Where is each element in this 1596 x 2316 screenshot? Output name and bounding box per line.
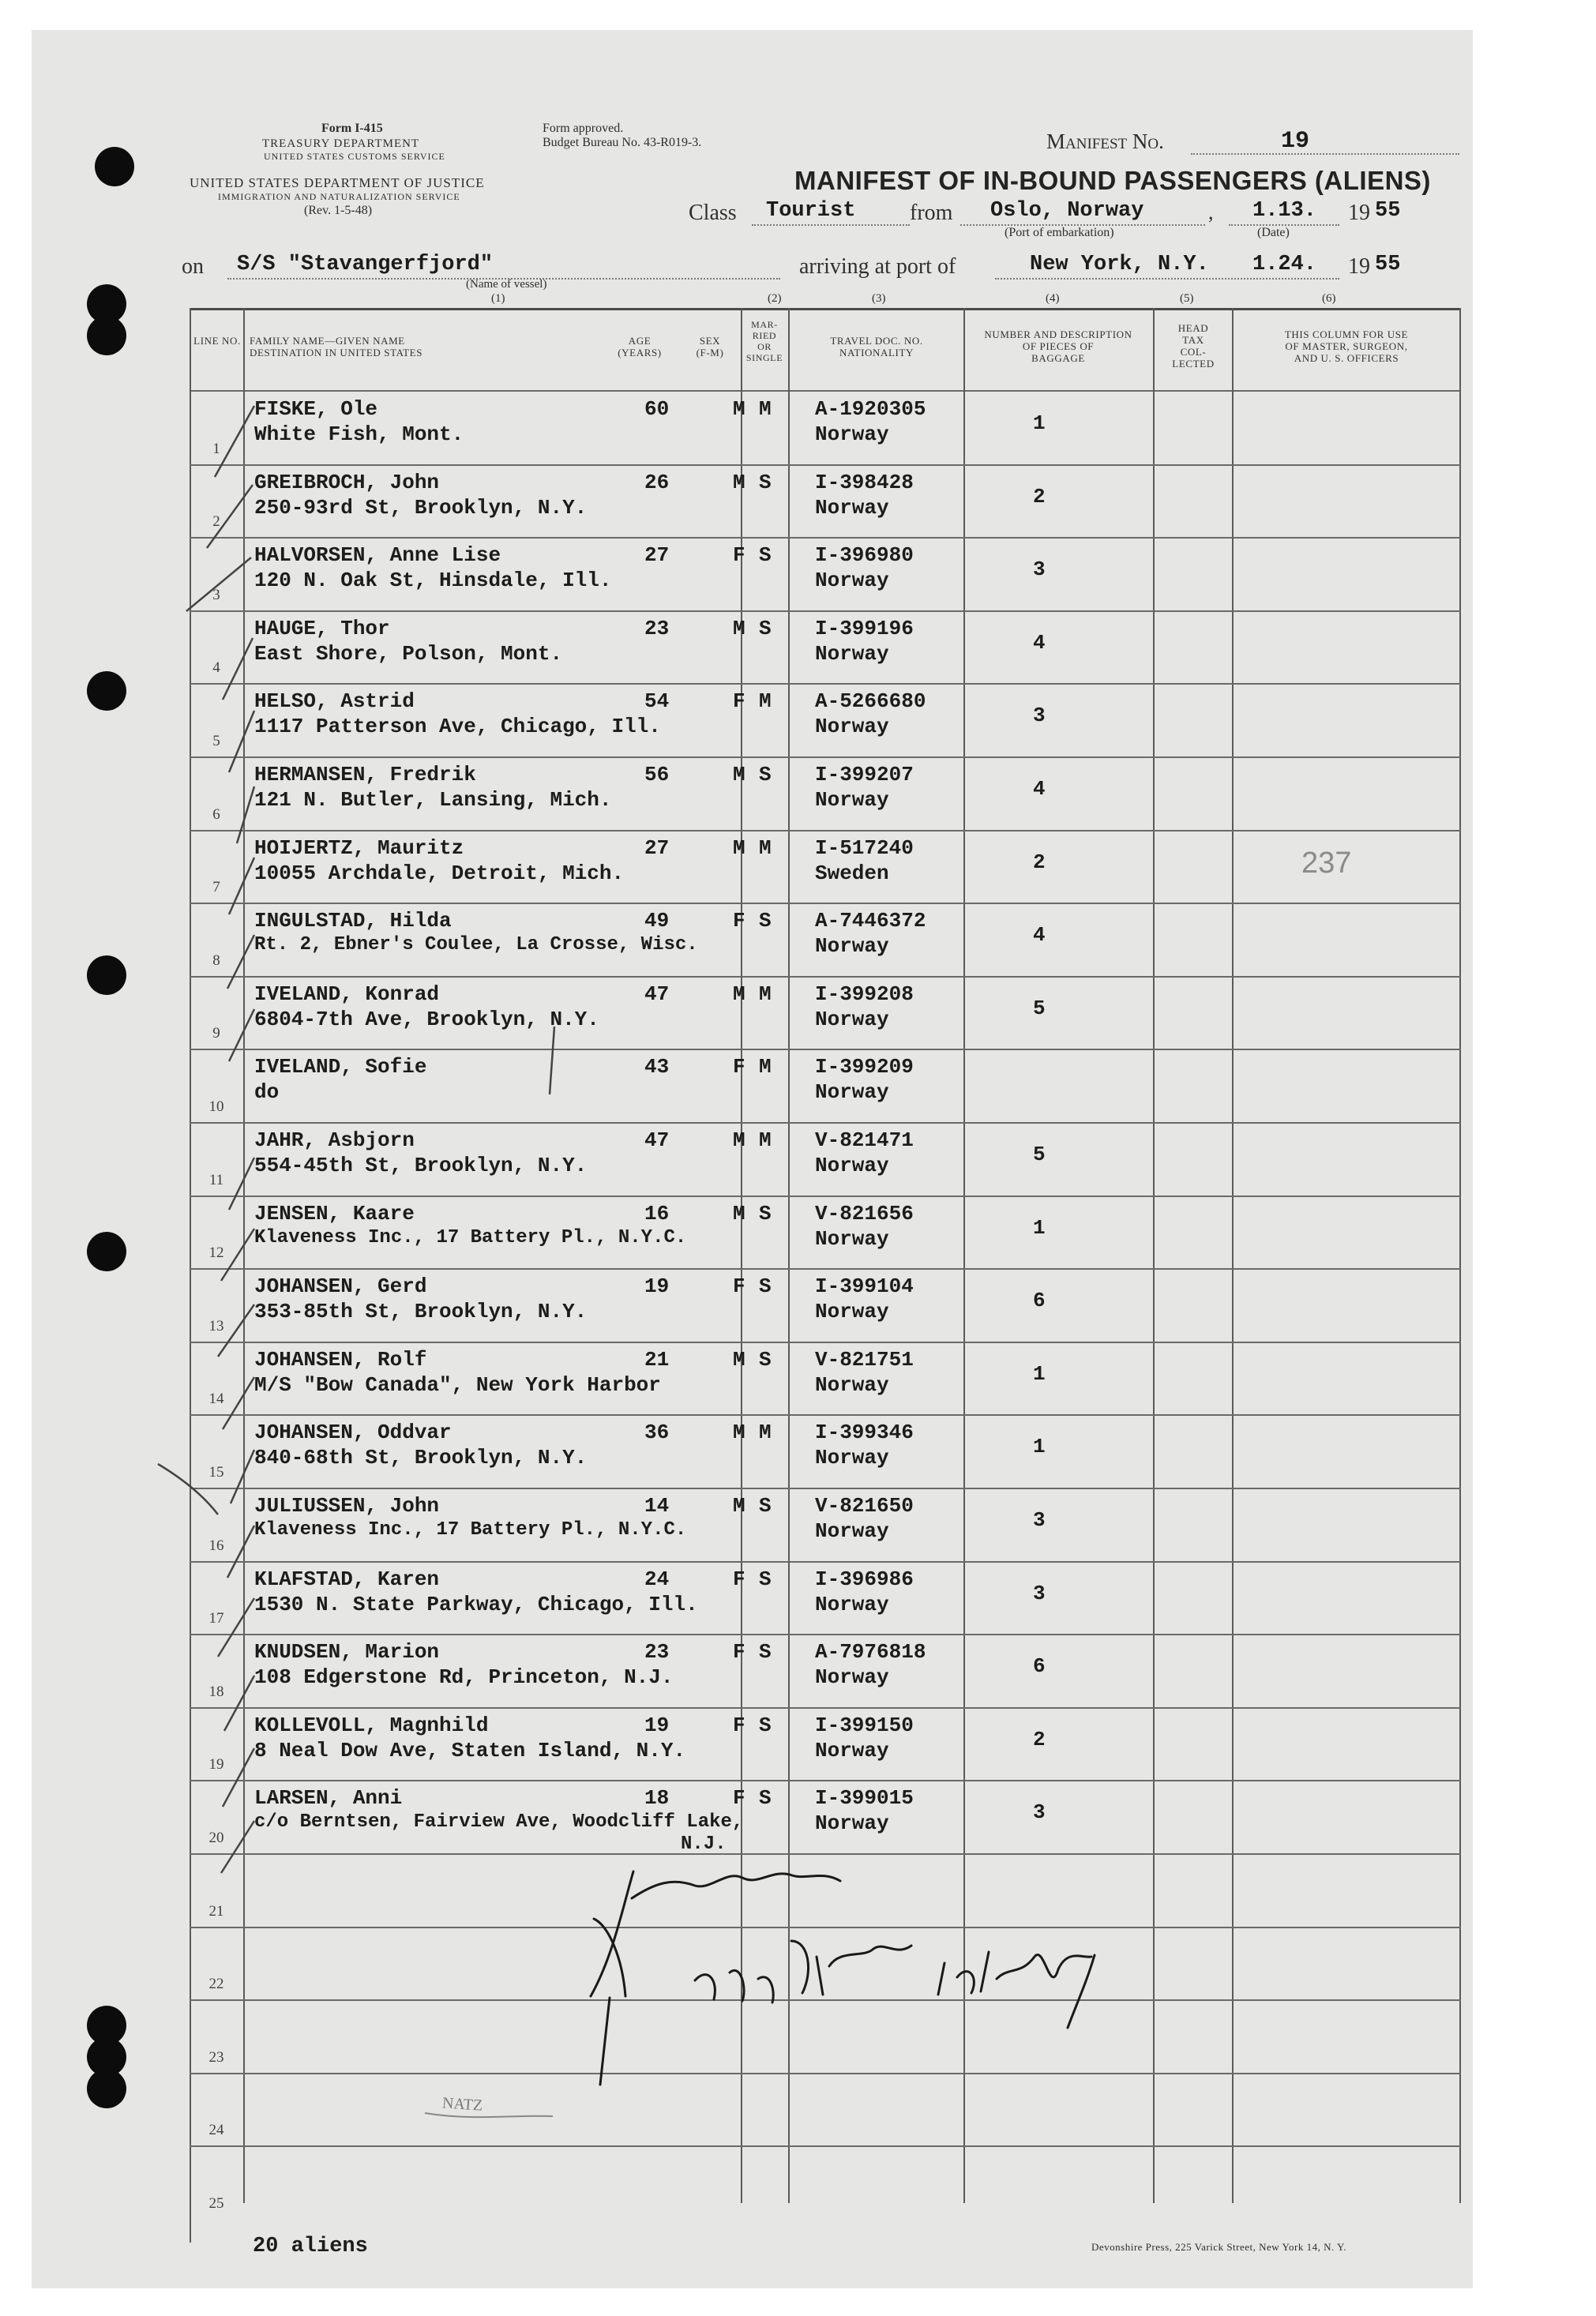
travel-doc-number: I-399209 xyxy=(815,1055,914,1079)
baggage-count: 3 xyxy=(1033,557,1046,581)
header-head-tax: HEAD TAX COL- LECTED xyxy=(1172,322,1215,370)
passenger-sex: F xyxy=(733,1714,745,1737)
header-sex: SEX (F-M) xyxy=(696,335,724,358)
line-number: 2 xyxy=(212,513,220,530)
line-number: 22 xyxy=(208,1976,224,1992)
travel-doc-number: A-7976818 xyxy=(815,1640,926,1664)
form-approved: Form approved. xyxy=(543,122,624,135)
nationality: Norway xyxy=(815,788,889,812)
signature-image xyxy=(32,30,1473,2288)
passenger-destination: Klaveness Inc., 17 Battery Pl., N.Y.C. xyxy=(254,1519,687,1541)
arrival-year-prefix: 19 xyxy=(1348,254,1370,279)
manifest-sheet xyxy=(32,30,1473,2288)
year-prefix: 19 xyxy=(1348,201,1370,225)
passenger-sex: M xyxy=(733,1421,745,1444)
column-number: (3) xyxy=(872,292,886,305)
travel-doc-number: I-517240 xyxy=(815,836,914,860)
passenger-age: 21 xyxy=(644,1348,670,1372)
line-number: 10 xyxy=(208,1098,224,1115)
baggage-count: 4 xyxy=(1033,631,1046,655)
baggage-count: 6 xyxy=(1033,1654,1046,1678)
passenger-sex: F xyxy=(733,1786,745,1810)
travel-doc-number: I-399104 xyxy=(815,1274,914,1298)
passenger-name: IVELAND, Konrad xyxy=(254,982,440,1006)
passenger-name: IVELAND, Sofie xyxy=(254,1055,427,1079)
passenger-name: KNUDSEN, Marion xyxy=(254,1640,440,1664)
nationality: Norway xyxy=(815,642,889,666)
passenger-age: 27 xyxy=(644,543,670,567)
travel-doc-number: I-396986 xyxy=(815,1567,914,1591)
passenger-age: 47 xyxy=(644,1128,670,1152)
baggage-count: 2 xyxy=(1033,850,1046,874)
passenger-age: 23 xyxy=(644,1640,670,1664)
passenger-age: 56 xyxy=(644,763,670,786)
manifest-number: 19 xyxy=(1281,128,1310,155)
nationality: Sweden xyxy=(815,861,889,885)
passenger-destination: 121 N. Butler, Lansing, Mich. xyxy=(254,788,612,812)
travel-doc-number: A-5266680 xyxy=(815,689,926,713)
line-number: 3 xyxy=(212,587,220,603)
marital-status: M xyxy=(759,1055,772,1079)
date-caption: (Date) xyxy=(1257,226,1290,239)
marital-status: S xyxy=(759,1494,772,1518)
arrival-date: 1.24. xyxy=(1252,253,1317,276)
travel-doc-number: I-399015 xyxy=(815,1786,914,1810)
marital-status: S xyxy=(759,1640,772,1664)
header-baggage: NUMBER AND DESCRIPTION OF PIECES OF BAGGAGE xyxy=(984,328,1132,364)
marital-status: S xyxy=(759,1274,772,1298)
passenger-age: 18 xyxy=(644,1786,670,1810)
line-number: 15 xyxy=(208,1464,224,1481)
passenger-destination: M/S "Bow Canada", New York Harbor xyxy=(254,1373,661,1397)
passenger-age: 14 xyxy=(644,1494,670,1518)
travel-doc-number: I-399207 xyxy=(815,763,914,786)
travel-doc-number: V-821471 xyxy=(815,1128,914,1152)
baggage-count: 2 xyxy=(1033,1728,1046,1751)
passenger-sex: F xyxy=(733,1055,745,1079)
header-age: AGE (YEARS) xyxy=(618,335,662,358)
passenger-destination: 554-45th St, Brooklyn, N.Y. xyxy=(254,1154,588,1177)
port-caption: (Port of embarkation) xyxy=(1005,226,1114,239)
passenger-name: JOHANSEN, Oddvar xyxy=(254,1421,452,1444)
arrival-year: 55 xyxy=(1375,253,1401,276)
marital-status: S xyxy=(759,1348,772,1372)
manifest-title: MANIFEST OF IN-BOUND PASSENGERS (ALIENS) xyxy=(794,166,1431,195)
nationality: Norway xyxy=(815,496,889,520)
revision: (Rev. 1-5-48) xyxy=(304,204,373,217)
passenger-sex: F xyxy=(733,909,745,933)
passenger-age: 24 xyxy=(644,1567,670,1591)
passenger-destination: Klaveness Inc., 17 Battery Pl., N.Y.C. xyxy=(254,1227,687,1248)
marital-status: M xyxy=(759,1421,772,1444)
baggage-count: 5 xyxy=(1033,1143,1046,1166)
passenger-destination: White Fish, Mont. xyxy=(254,422,464,446)
passenger-sex: M xyxy=(733,982,745,1006)
vessel-name: S/S "Stavangerfjord" xyxy=(237,253,494,276)
nationality: Norway xyxy=(815,934,889,958)
baggage-count: 1 xyxy=(1033,1362,1046,1386)
passenger-sex: F xyxy=(733,1567,745,1591)
nationality: Norway xyxy=(815,1080,889,1104)
line-number: 5 xyxy=(212,733,220,749)
nationality: Norway xyxy=(815,569,889,592)
column-number: (5) xyxy=(1180,292,1194,305)
passenger-name: GREIBROCH, John xyxy=(254,471,440,494)
column-number: (2) xyxy=(768,292,782,305)
passenger-name: JENSEN, Kaare xyxy=(254,1202,415,1226)
line-number: 9 xyxy=(212,1025,220,1042)
travel-doc-number: V-821751 xyxy=(815,1348,914,1372)
line-number: 4 xyxy=(212,659,220,676)
nationality: Norway xyxy=(815,715,889,738)
passenger-sex: F xyxy=(733,1274,745,1298)
line-number: 25 xyxy=(208,2195,224,2212)
passenger-name: HALVORSEN, Anne Lise xyxy=(254,543,501,567)
baggage-count: 3 xyxy=(1033,1508,1046,1532)
baggage-count: 4 xyxy=(1033,777,1046,801)
nationality: Norway xyxy=(815,1593,889,1616)
passenger-destination: 120 N. Oak St, Hinsdale, Ill. xyxy=(254,569,612,592)
passenger-name: FISKE, Ole xyxy=(254,397,378,421)
header-travel-doc: TRAVEL DOC. NO. NATIONALITY xyxy=(830,335,923,358)
header-name: FAMILY NAME—GIVEN NAME DESTINATION IN UNITED STATES xyxy=(250,335,423,358)
baggage-count: 4 xyxy=(1033,923,1046,947)
nationality: Norway xyxy=(815,1739,889,1762)
marital-status: S xyxy=(759,1202,772,1226)
passenger-age: 19 xyxy=(644,1714,670,1737)
passenger-destination: 108 Edgerstone Rd, Princeton, N.J. xyxy=(254,1665,674,1689)
check-marks xyxy=(158,406,554,1873)
baggage-count: 1 xyxy=(1033,1216,1046,1240)
department-of-justice: UNITED STATES DEPARTMENT OF JUSTICE xyxy=(190,175,485,190)
marital-status: S xyxy=(759,617,772,640)
passenger-age: 60 xyxy=(644,397,670,421)
passenger-destination: 1530 N. State Parkway, Chicago, Ill. xyxy=(254,1593,698,1616)
passenger-name: HOIJERTZ, Mauritz xyxy=(254,836,464,860)
comma: , xyxy=(1208,201,1214,223)
line-number: 16 xyxy=(208,1537,224,1554)
on-label: on xyxy=(182,254,204,279)
baggage-count: 2 xyxy=(1033,485,1046,509)
header-married: MAR- RIED OR SINGLE xyxy=(745,319,783,363)
passenger-sex: M xyxy=(733,471,745,494)
baggage-count: 3 xyxy=(1033,1800,1046,1824)
passenger-sex: M xyxy=(733,836,745,860)
arrival-port: New York, N.Y. xyxy=(1030,253,1209,276)
baggage-count: 6 xyxy=(1033,1289,1046,1312)
nationality: Norway xyxy=(815,1446,889,1470)
nationality: Norway xyxy=(815,1008,889,1031)
passenger-destination: do xyxy=(254,1080,280,1104)
passenger-destination: c/o Berntsen, Fairview Ave, Woodcliff Lake, xyxy=(254,1811,744,1833)
travel-doc-number: I-399346 xyxy=(815,1421,914,1444)
embarkation-year: 55 xyxy=(1375,199,1401,223)
travel-doc-number: V-821650 xyxy=(815,1494,914,1518)
passenger-sex: F xyxy=(733,543,745,567)
marital-status: S xyxy=(759,471,772,494)
line-number: 24 xyxy=(208,2122,224,2138)
passenger-name: JAHR, Asbjorn xyxy=(254,1128,415,1152)
travel-doc-number: I-399208 xyxy=(815,982,914,1006)
printer-imprint: Devonshire Press, 225 Varick Street, New York 14, N. Y. xyxy=(1091,2241,1346,2253)
passenger-sex: M xyxy=(733,1202,745,1226)
passenger-name: JULIUSSEN, John xyxy=(254,1494,440,1518)
passenger-destination: Rt. 2, Ebner's Coulee, La Crosse, Wisc. xyxy=(254,934,698,955)
passenger-name: JOHANSEN, Rolf xyxy=(254,1348,427,1372)
passenger-age: 16 xyxy=(644,1202,670,1226)
baggage-count: 3 xyxy=(1033,1582,1046,1605)
passenger-destination: 6804-7th Ave, Brooklyn, N.Y. xyxy=(254,1008,599,1031)
nationality: Norway xyxy=(815,1373,889,1397)
nationality: Norway xyxy=(815,1154,889,1177)
passenger-destination: 353-85th St, Brooklyn, N.Y. xyxy=(254,1300,588,1323)
marital-status: S xyxy=(759,909,772,933)
passenger-sex: M xyxy=(733,397,745,421)
budget-bureau: Budget Bureau No. 43-R019-3. xyxy=(543,136,702,149)
passenger-destination: 840-68th St, Brooklyn, N.Y. xyxy=(254,1446,588,1470)
nationality: Norway xyxy=(815,1300,889,1323)
form-number: Form I-415 xyxy=(321,122,383,135)
line-number: 14 xyxy=(208,1391,224,1407)
column-number: (1) xyxy=(491,292,505,305)
line-number: 7 xyxy=(212,879,220,895)
arriving-label: arriving at port of xyxy=(799,254,956,279)
passenger-name: LARSEN, Anni xyxy=(254,1786,403,1810)
passenger-sex: M xyxy=(733,763,745,786)
travel-doc-number: A-1920305 xyxy=(815,397,926,421)
line-number: 1 xyxy=(212,441,220,457)
passenger-sex: F xyxy=(733,1640,745,1664)
travel-doc-number: I-399196 xyxy=(815,617,914,640)
travel-doc-number: A-7446372 xyxy=(815,909,926,933)
natz-stamp: NATZ xyxy=(441,2094,483,2115)
passenger-age: 49 xyxy=(644,909,670,933)
line-number: 17 xyxy=(208,1610,224,1627)
baggage-count: 1 xyxy=(1033,411,1046,435)
passenger-destination: East Shore, Polson, Mont. xyxy=(254,642,563,666)
line-number: 18 xyxy=(208,1684,224,1700)
passenger-age: 19 xyxy=(644,1274,670,1298)
line-number: 23 xyxy=(208,2049,224,2066)
passenger-destination-cont: N.J. xyxy=(681,1834,727,1855)
passenger-age: 43 xyxy=(644,1055,670,1079)
nationality: Norway xyxy=(815,1519,889,1543)
marital-status: S xyxy=(759,763,772,786)
column-number: (6) xyxy=(1322,292,1336,305)
header-officers: THIS COLUMN FOR USE OF MASTER, SURGEON, AND U. S. OFFICERS xyxy=(1284,328,1409,364)
line-number: 21 xyxy=(208,1903,224,1920)
passenger-name: KOLLEVOLL, Magnhild xyxy=(254,1714,489,1737)
line-number: 6 xyxy=(212,806,220,823)
marital-status: M xyxy=(759,689,772,713)
baggage-count: 1 xyxy=(1033,1435,1046,1458)
passenger-name: KLAFSTAD, Karen xyxy=(254,1567,440,1591)
travel-doc-number: V-821656 xyxy=(815,1202,914,1226)
passenger-sex: M xyxy=(733,1128,745,1152)
nationality: Norway xyxy=(815,1811,889,1835)
line-number: 11 xyxy=(208,1172,224,1188)
total-aliens: 20 aliens xyxy=(253,2235,368,2258)
passenger-age: 47 xyxy=(644,982,670,1006)
marital-status: S xyxy=(759,1567,772,1591)
line-number: 19 xyxy=(208,1756,224,1773)
passenger-sex: F xyxy=(733,689,745,713)
from-label: from xyxy=(910,201,953,225)
line-number: 8 xyxy=(212,952,220,969)
passenger-name: HERMANSEN, Fredrik xyxy=(254,763,476,786)
baggage-count: 5 xyxy=(1033,997,1046,1020)
customs-service: UNITED STATES CUSTOMS SERVICE xyxy=(264,151,445,162)
nationality: Norway xyxy=(815,1227,889,1251)
header-line-no: LINE NO. xyxy=(193,335,241,347)
class-label: Class xyxy=(689,201,737,225)
line-number: 20 xyxy=(208,1830,224,1846)
baggage-count: 3 xyxy=(1033,704,1046,727)
immigration-service: IMMIGRATION AND NATURALIZATION SERVICE xyxy=(218,191,460,202)
passenger-destination: 8 Neal Dow Ave, Staten Island, N.Y. xyxy=(254,1739,686,1762)
passenger-age: 23 xyxy=(644,617,670,640)
line-number: 13 xyxy=(208,1318,224,1334)
passenger-name: JOHANSEN, Gerd xyxy=(254,1274,427,1298)
marital-status: S xyxy=(759,1786,772,1810)
passenger-age: 26 xyxy=(644,471,670,494)
vessel-caption: (Name of vessel) xyxy=(466,278,547,291)
officer-note: 237 xyxy=(1301,846,1352,880)
port-of-embarkation: Oslo, Norway xyxy=(990,199,1144,223)
marital-status: M xyxy=(759,982,772,1006)
nationality: Norway xyxy=(815,1665,889,1689)
passenger-sex: M xyxy=(733,617,745,640)
marital-status: S xyxy=(759,543,772,567)
class-value: Tourist xyxy=(766,199,856,223)
passenger-age: 36 xyxy=(644,1421,670,1444)
passenger-name: INGULSTAD, Hilda xyxy=(254,909,452,933)
marital-status: S xyxy=(759,1714,772,1737)
passenger-name: HELSO, Astrid xyxy=(254,689,415,713)
nationality: Norway xyxy=(815,422,889,446)
passenger-destination: 10055 Archdale, Detroit, Mich. xyxy=(254,861,625,885)
marital-status: M xyxy=(759,836,772,860)
passenger-sex: M xyxy=(733,1494,745,1518)
marital-status: M xyxy=(759,1128,772,1152)
column-number: (4) xyxy=(1046,292,1060,305)
line-number: 12 xyxy=(208,1244,224,1261)
passenger-age: 54 xyxy=(644,689,670,713)
passenger-destination: 250-93rd St, Brooklyn, N.Y. xyxy=(254,496,588,520)
passenger-destination: 1117 Patterson Ave, Chicago, Ill. xyxy=(254,715,661,738)
treasury-department: TREASURY DEPARTMENT xyxy=(262,137,420,150)
passenger-name: HAUGE, Thor xyxy=(254,617,390,640)
travel-doc-number: I-396980 xyxy=(815,543,914,567)
marital-status: M xyxy=(759,397,772,421)
travel-doc-number: I-398428 xyxy=(815,471,914,494)
manifest-no-label: Manifest No. xyxy=(1046,130,1164,153)
passenger-age: 27 xyxy=(644,836,670,860)
passenger-sex: M xyxy=(733,1348,745,1372)
embarkation-date: 1.13. xyxy=(1252,199,1317,223)
travel-doc-number: I-399150 xyxy=(815,1714,914,1737)
